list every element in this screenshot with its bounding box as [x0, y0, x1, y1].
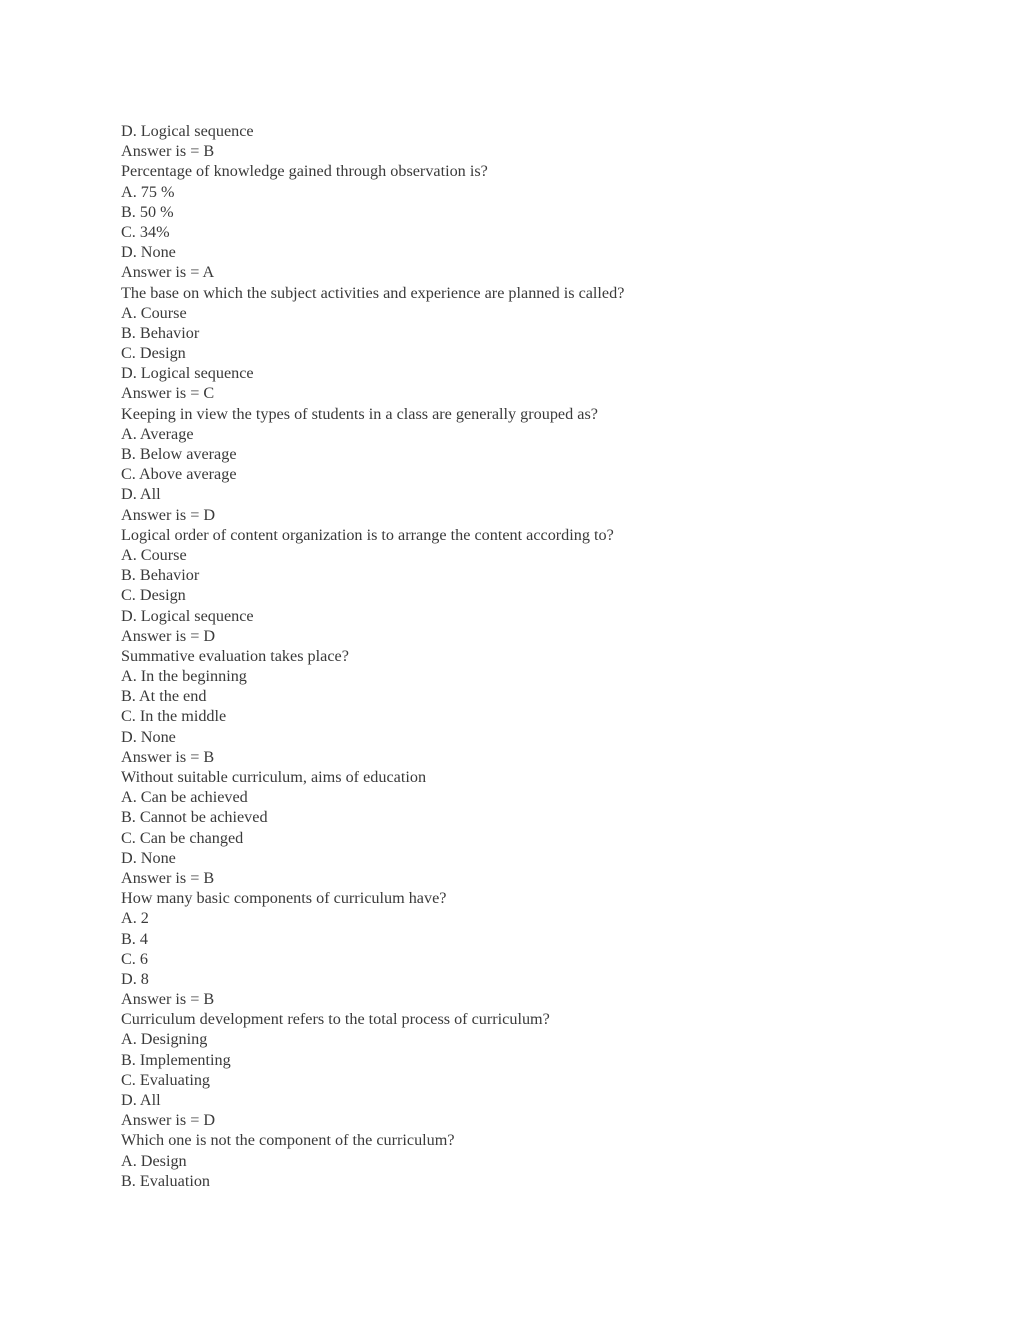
- option-line: B. Cannot be achieved: [121, 808, 268, 827]
- option-line: C. Above average: [121, 465, 237, 484]
- option-line: D. All: [121, 485, 161, 504]
- option-line: A. Average: [121, 424, 194, 443]
- option-line: C. 6: [121, 949, 148, 968]
- question-text: Keeping in view the types of students in a class are generally grouped as?: [121, 404, 598, 423]
- answer-line: Answer is = A: [121, 263, 215, 282]
- option-line: A. Can be achieved: [121, 788, 248, 807]
- option-line: C. Can be changed: [121, 828, 244, 847]
- question-text: Logical order of content organization is to arrange the content according to?: [121, 525, 614, 544]
- option-line: C. In the middle: [121, 707, 227, 726]
- option-line: A. In the beginning: [121, 667, 247, 686]
- question-text: Summative evaluation takes place?: [121, 646, 349, 665]
- option-line: C. Evaluating: [121, 1070, 211, 1089]
- option-line: A. Designing: [121, 1030, 208, 1049]
- option-line: A. 2: [121, 909, 149, 928]
- question-text: The base on which the subject activities and experience are planned is called?: [121, 283, 625, 302]
- option-line: C. 34%: [121, 222, 170, 241]
- question-text: Curriculum development refers to the total process of curriculum?: [121, 1010, 550, 1029]
- answer-line: Answer is = D: [121, 626, 216, 645]
- option-line: D. 8: [121, 969, 149, 988]
- option-line: D. All: [121, 1091, 161, 1109]
- answer-line: Answer is = B: [121, 747, 215, 766]
- question-text: Which one is not the component of the curriculum?: [121, 1131, 455, 1150]
- answer-line: Answer is = B: [121, 868, 215, 887]
- option-line: C. Design: [121, 344, 186, 363]
- option-line: D. None: [121, 848, 176, 867]
- option-line: B. 4: [121, 929, 148, 948]
- question-text: Percentage of knowledge gained through observation is?: [121, 162, 488, 181]
- option-line: D. Logical sequence: [121, 122, 254, 140]
- option-line: B. 50 %: [121, 202, 174, 221]
- option-line: B. Behavior: [121, 323, 200, 342]
- answer-line: Answer is = C: [121, 384, 215, 403]
- answer-line: Answer is = B: [121, 142, 215, 161]
- option-line: A. 75 %: [121, 182, 175, 201]
- option-line: B. At the end: [121, 687, 207, 706]
- option-line: A. Design: [121, 1151, 187, 1170]
- question-text: Without suitable curriculum, aims of education: [121, 768, 427, 786]
- option-line: C. Design: [121, 586, 186, 605]
- option-line: B. Behavior: [121, 566, 200, 585]
- option-line: D. Logical sequence: [121, 364, 254, 383]
- option-line: B. Below average: [121, 445, 237, 463]
- option-line: D. None: [121, 727, 176, 746]
- answer-line: Answer is = D: [121, 505, 216, 524]
- question-text: How many basic components of curriculum have?: [121, 889, 447, 908]
- option-line: A. Course: [121, 545, 187, 564]
- option-line: D. None: [121, 243, 176, 262]
- answer-line: Answer is = D: [121, 1111, 216, 1130]
- option-line: B. Implementing: [121, 1050, 231, 1069]
- document-text: [121, 121, 921, 1191]
- option-line: A. Course: [121, 303, 187, 322]
- option-line: B. Evaluation: [121, 1171, 211, 1190]
- answer-line: Answer is = B: [121, 990, 215, 1009]
- option-line: D. Logical sequence: [121, 606, 254, 625]
